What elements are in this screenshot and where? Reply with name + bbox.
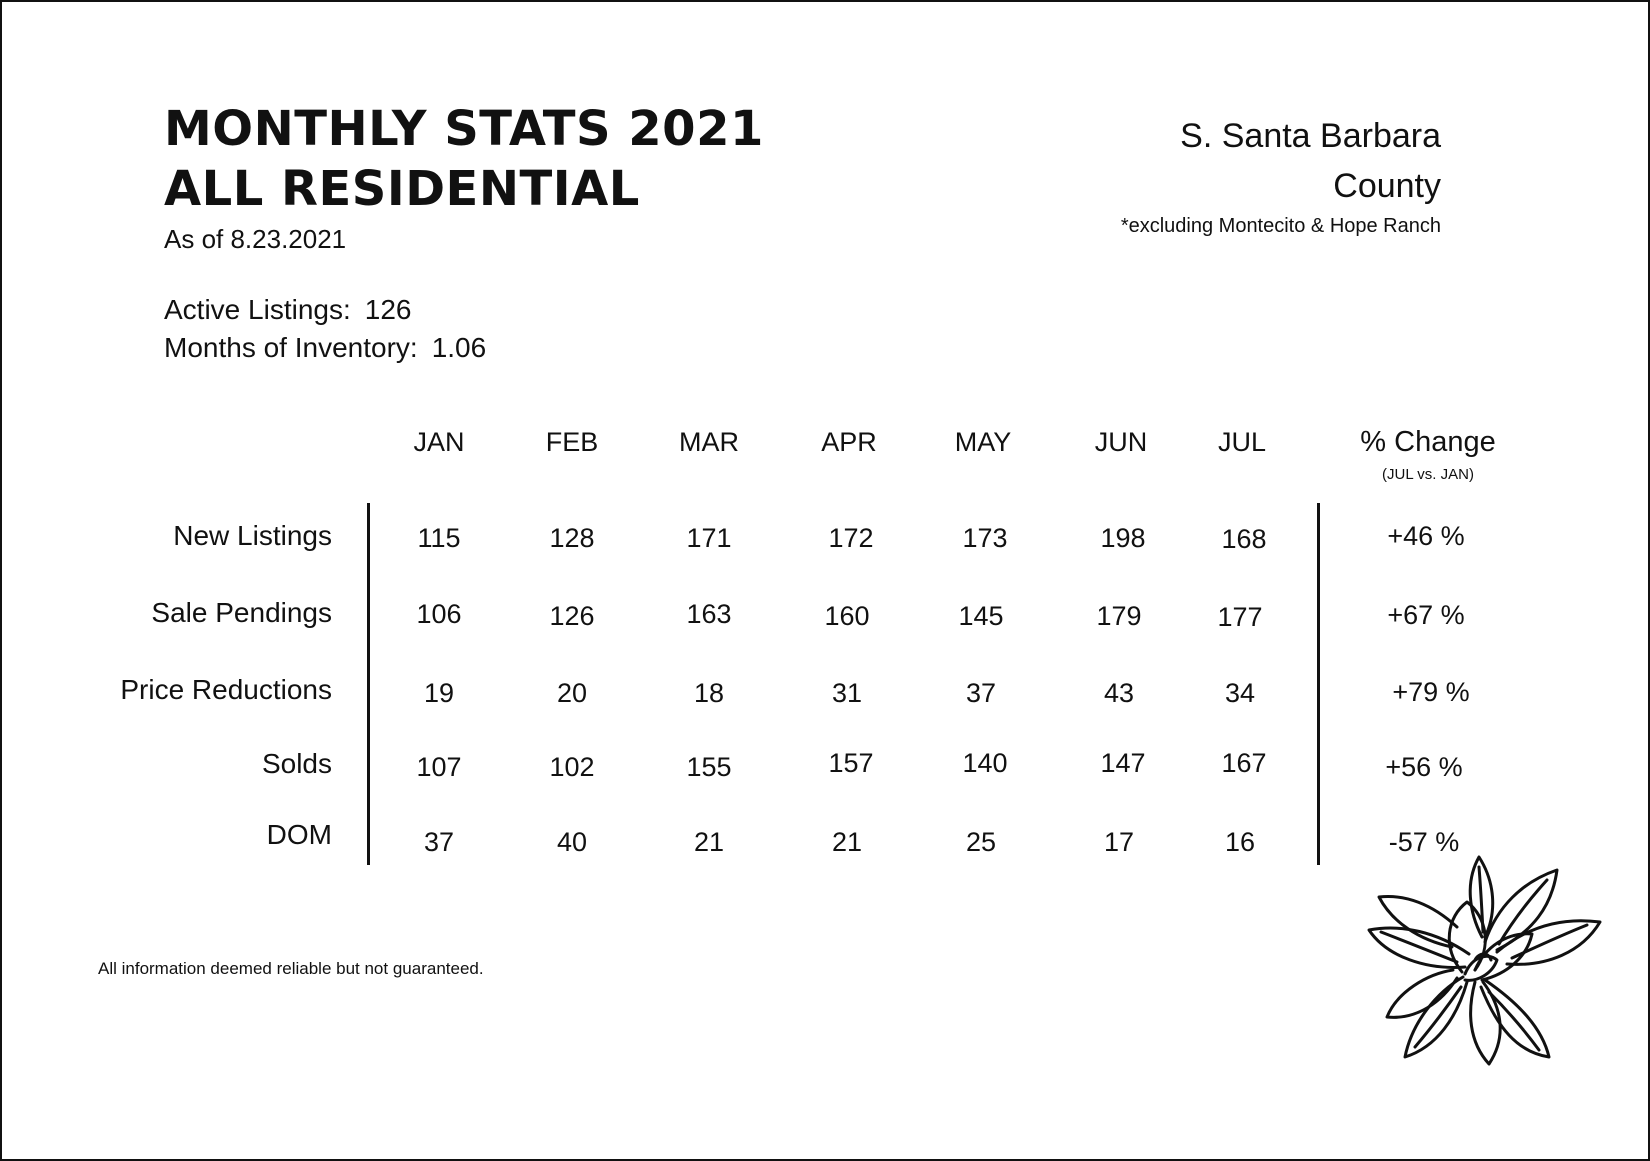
table-cell: 40 [556,827,588,857]
table-cell: 157 [828,748,874,778]
percent-change-price-reductions: +79 % [1392,677,1470,707]
table-cell: 160 [824,601,870,631]
disclaimer: All information deemed reliable but not guaranteed. [98,959,484,978]
table-cell: 155 [686,752,732,782]
percent-change-header: % Change [1360,426,1496,458]
page-title-line-1: MONTHLY STATS 2021 [164,101,764,157]
region-county: County [1333,167,1441,205]
percent-change-solds: +56 % [1385,752,1463,782]
magnolia-flower-icon [1357,852,1607,1067]
region-name: S. Santa Barbara [1180,117,1441,155]
table-cell: 147 [1100,748,1146,778]
percent-change-dom: -57 % [1388,827,1460,857]
months-of-inventory-value: 1.06 [431,332,487,363]
table-cell: 37 [965,678,997,708]
table-cell: 168 [1221,524,1267,554]
table-cell: 43 [1103,678,1135,708]
table-cell: 107 [416,752,462,782]
table-cell: 172 [828,523,874,553]
table-cell: 102 [549,752,595,782]
row-label-dom: DOM [266,819,332,850]
months-of-inventory-label: Months of Inventory: [164,332,418,363]
month-header-feb: FEB [545,427,599,457]
month-header-may: MAY [954,427,1012,457]
table-cell: 140 [962,748,1008,778]
table-cell: 128 [549,523,595,553]
row-label-sale-pendings: Sale Pendings [151,597,332,628]
table-cell: 115 [417,523,461,553]
table-cell: 145 [958,601,1004,631]
month-header-jul: JUL [1217,427,1266,457]
table-cell: 34 [1224,678,1256,708]
month-header-jun: JUN [1094,427,1148,457]
table-cell: 198 [1100,523,1146,553]
table-cell: 17 [1103,827,1135,857]
table-cell: 167 [1221,748,1267,778]
month-header-jan: JAN [413,427,465,457]
months-of-inventory [164,332,486,364]
percent-change-subheader: (JUL vs. JAN) [1382,466,1474,483]
table-cell: 21 [831,827,863,857]
table-cell: 16 [1224,827,1256,857]
as-of-date: As of 8.23.2021 [164,224,347,254]
month-header-mar: MAR [679,427,739,457]
table-cell: 21 [693,827,725,857]
row-label-solds: Solds [261,748,332,779]
table-cell: 19 [423,678,455,708]
percent-change-sale-pendings: +67 % [1387,600,1465,630]
table-cell: 171 [686,523,732,553]
table-cell: 20 [556,678,588,708]
table-left-divider [367,503,370,865]
active-listings-label: Active Listings: [164,294,351,325]
row-label-new-listings: New Listings [173,520,332,551]
region-exclusion-note: *excluding Montecito & Hope Ranch [1120,215,1441,237]
page-title-line-2: ALL RESIDENTIAL [164,161,640,217]
table-cell: 25 [965,827,997,857]
row-label-price-reductions: Price Reductions [120,674,332,705]
table-cell: 173 [962,523,1008,553]
table-cell: 31 [831,678,863,708]
table-cell: 179 [1096,601,1142,631]
table-cell: 126 [549,601,595,631]
table-cell: 106 [416,599,462,629]
active-listings [164,294,411,326]
active-listings-value: 126 [364,294,412,325]
table-cell: 18 [693,678,725,708]
table-cell: 37 [423,827,455,857]
table-cell: 163 [686,599,732,629]
percent-change-new-listings: +46 % [1387,521,1465,551]
table-cell: 177 [1217,602,1263,632]
month-header-apr: APR [821,427,877,457]
